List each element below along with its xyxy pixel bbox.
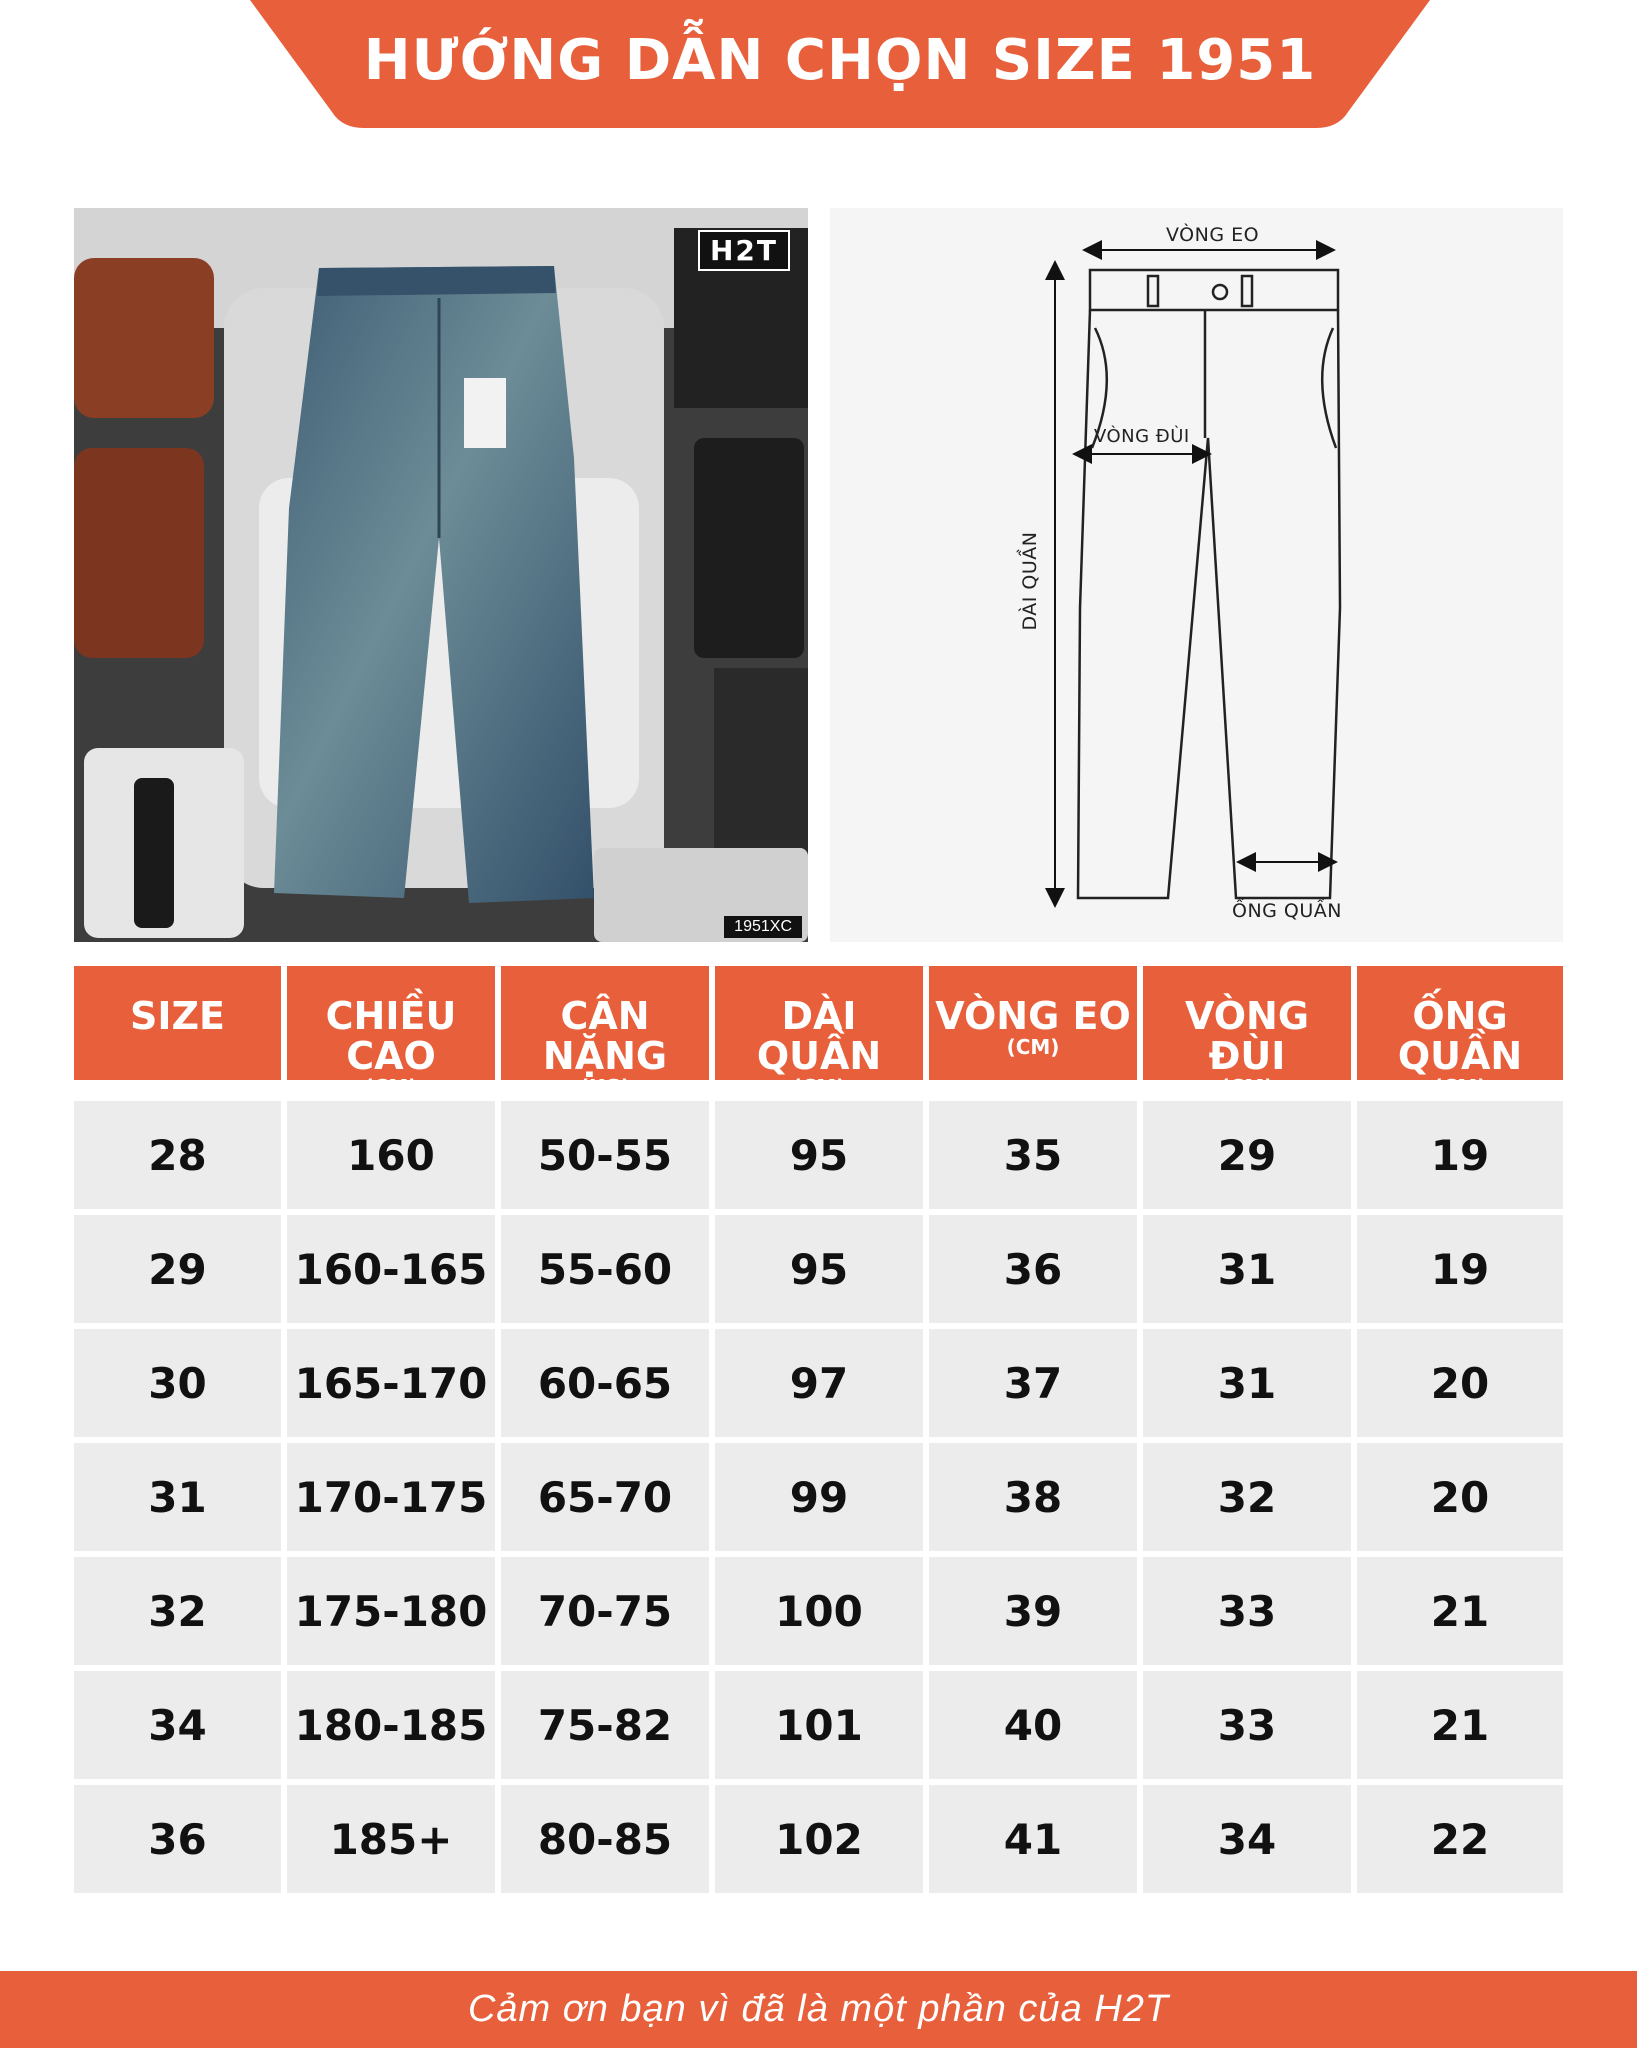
cell-hem: 20 (1357, 1329, 1563, 1437)
cell-waist: 37 (929, 1329, 1137, 1437)
product-code-tag: 1951XC (724, 916, 802, 938)
cell-height: 175-180 (287, 1557, 495, 1665)
cell-thigh: 32 (1143, 1443, 1351, 1551)
cell-thigh: 33 (1143, 1557, 1351, 1665)
cell-hem: 21 (1357, 1671, 1563, 1779)
cell-length: 100 (715, 1557, 923, 1665)
cell-waist: 38 (929, 1443, 1137, 1551)
cell-height: 160 (287, 1101, 495, 1209)
header-hem: ỐNG QUẦN (CM) (1357, 966, 1563, 1080)
cell-hem: 22 (1357, 1785, 1563, 1893)
cell-length: 101 (715, 1671, 923, 1779)
cell-weight: 55-60 (501, 1215, 709, 1323)
cell-waist: 36 (929, 1215, 1137, 1323)
cell-length: 95 (715, 1101, 923, 1209)
cell-length: 102 (715, 1785, 923, 1893)
cell-height: 185+ (287, 1785, 495, 1893)
footer-thanks-text: Cảm ơn bạn vì đã là một phần của H2T (467, 1988, 1170, 2030)
cell-thigh: 29 (1143, 1101, 1351, 1209)
cell-height: 165-170 (287, 1329, 495, 1437)
cell-size: 32 (74, 1557, 281, 1665)
jeans-photo-illustration (74, 208, 808, 942)
cell-height: 160-165 (287, 1215, 495, 1323)
cell-size: 28 (74, 1101, 281, 1209)
header-weight: CÂN NẶNG (KG) (501, 966, 709, 1080)
cell-waist: 35 (929, 1101, 1137, 1209)
product-photo (74, 208, 808, 942)
cell-hem: 21 (1357, 1557, 1563, 1665)
header-length: DÀI QUẦN (CM) (715, 966, 923, 1080)
cell-hem: 20 (1357, 1443, 1563, 1551)
cell-thigh: 34 (1143, 1785, 1351, 1893)
cell-thigh: 31 (1143, 1215, 1351, 1323)
cell-waist: 41 (929, 1785, 1137, 1893)
cell-hem: 19 (1357, 1215, 1563, 1323)
cell-length: 97 (715, 1329, 923, 1437)
cell-thigh: 31 (1143, 1329, 1351, 1437)
cell-size: 30 (74, 1329, 281, 1437)
measurement-diagram (830, 208, 1563, 942)
brand-logo: H2T (698, 230, 790, 271)
cell-weight: 60-65 (501, 1329, 709, 1437)
cell-size: 29 (74, 1215, 281, 1323)
header-height: CHIỀU CAO (CM) (287, 966, 495, 1080)
length-label: DÀI QUẦN (1019, 531, 1041, 631)
cell-weight: 80-85 (501, 1785, 709, 1893)
waist-label: VÒNG EO (1166, 224, 1260, 246)
header-size: SIZE (74, 966, 281, 1080)
pants-outline-illustration (830, 208, 1563, 942)
cell-size: 34 (74, 1671, 281, 1779)
cell-waist: 40 (929, 1671, 1137, 1779)
page-title: HƯỚNG DẪN CHỌN SIZE 1951 (363, 28, 1317, 93)
cell-size: 36 (74, 1785, 281, 1893)
cell-length: 95 (715, 1215, 923, 1323)
hem-label: ỐNG QUẦN (1232, 900, 1343, 922)
footer-bar (0, 1971, 1637, 2048)
header-banner (250, 0, 1430, 130)
cell-waist: 39 (929, 1557, 1137, 1665)
cell-weight: 70-75 (501, 1557, 709, 1665)
cell-length: 99 (715, 1443, 923, 1551)
cell-weight: 65-70 (501, 1443, 709, 1551)
cell-height: 170-175 (287, 1443, 495, 1551)
header-waist: VÒNG EO (CM) (929, 966, 1137, 1080)
cell-thigh: 33 (1143, 1671, 1351, 1779)
header-thigh: VÒNG ĐÙI (CM) (1143, 966, 1351, 1080)
cell-weight: 75-82 (501, 1671, 709, 1779)
thigh-label: VÒNG ĐÙI (1094, 426, 1190, 447)
cell-weight: 50-55 (501, 1101, 709, 1209)
cell-hem: 19 (1357, 1101, 1563, 1209)
cell-size: 31 (74, 1443, 281, 1551)
cell-height: 180-185 (287, 1671, 495, 1779)
